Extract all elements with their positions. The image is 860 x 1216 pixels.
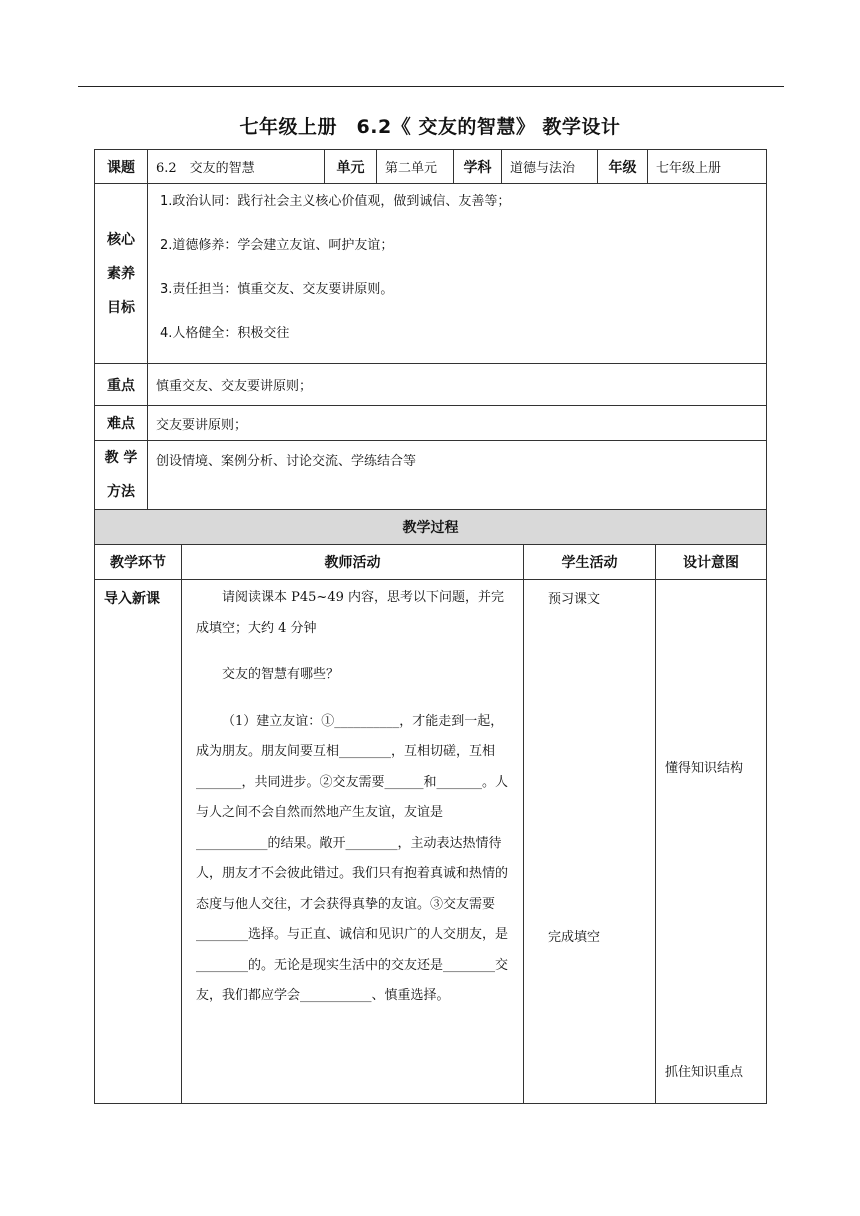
header-stage: 教学环节 [95, 545, 182, 580]
objectives-list [148, 184, 767, 364]
teacher-paragraph: 请阅读课本 P45~49 内容，思考以下问题，并完成填空；大约 4 分钟 [196, 590, 504, 636]
method-row [95, 441, 767, 510]
objectives-label [95, 184, 148, 364]
method-value: 创设情境、案例分析、讨论交流、学练结合等 [148, 441, 767, 510]
info-row [95, 150, 767, 184]
teacher-paragraph: 交友的智慧有哪些？ [222, 667, 340, 682]
objective-item: 1.政治认同：践行社会主义核心价值观，做到诚信、友善等； [160, 194, 511, 209]
header-teacher: 教师活动 [182, 545, 524, 580]
student-activity-item: 完成填空 [548, 930, 601, 945]
design-intent-item: 抓住知识重点 [665, 1065, 744, 1080]
student-activity-item: 预习课文 [548, 592, 601, 607]
objectives-label-line: 素养 [107, 265, 135, 282]
design-intent-cell [656, 580, 767, 1104]
objectives-label-line: 目标 [107, 299, 135, 316]
objectives-row [95, 184, 767, 364]
method-label-line: 方法 [107, 484, 135, 500]
topic-value: 6.2 交友的智慧 [148, 150, 325, 184]
key-point-label: 重点 [95, 364, 148, 406]
grade-label: 年级 [598, 150, 648, 184]
difficulty-row [95, 406, 767, 441]
lesson-info-table [94, 149, 767, 510]
method-label-line: 教 学 [104, 450, 138, 466]
design-intent-item: 懂得知识结构 [665, 761, 744, 776]
objective-item: 3.责任担当：慎重交友、交友要讲原则。 [160, 282, 394, 297]
topic-label: 课题 [95, 150, 148, 184]
grade-value: 七年级上册 [648, 150, 767, 184]
stage-cell [95, 580, 182, 1104]
teacher-paragraph: （1）建立友谊：①__________，才能走到一起，成为朋友。朋友间要互相________，互相切磋，互相_______，共同进步。②交友需要______和_______。人与人之间不会自然而然地产生友谊，友谊是___________的结果。敞开________，主动表达热情待人，朋友才不会彼此错过。我们只有抱着真诚和热情的态度与他人交往，才会获得真挚的友谊。③交友需要________选择。与正直、诚信和见识广的人交朋友，是________的。无论是现实生活中的交友还是________交友，我们都应学会___________、慎重选择。 [196, 713, 509, 1003]
header-student: 学生活动 [524, 545, 656, 580]
header-intent: 设计意图 [656, 545, 767, 580]
objective-item: 4.人格健全：积极交往 [160, 326, 290, 341]
objectives-label-line: 核心 [107, 231, 135, 248]
difficulty-label: 难点 [95, 406, 148, 441]
unit-label: 单元 [325, 150, 377, 184]
stage-label: 导入新课 [104, 591, 160, 607]
process-row [95, 580, 767, 1104]
key-point-value: 慎重交友、交友要讲原则； [148, 364, 767, 406]
header-rule [78, 86, 784, 87]
student-activity-cell [524, 580, 656, 1104]
unit-value: 第二单元 [377, 150, 454, 184]
objective-item: 2.道德修养：学会建立友谊、呵护友谊； [160, 238, 394, 253]
method-label [95, 441, 148, 510]
subject-value: 道德与法治 [502, 150, 598, 184]
teaching-process-table [94, 509, 767, 1104]
page-title: 七年级上册 6.2《 交友的智慧》 教学设计 [239, 116, 621, 138]
process-section-title: 教学过程 [95, 510, 767, 545]
process-header-row [95, 545, 767, 580]
subject-label: 学科 [454, 150, 502, 184]
teacher-activity [182, 580, 523, 1012]
teacher-activity-cell [182, 580, 524, 1104]
key-point-row [95, 364, 767, 406]
difficulty-value: 交友要讲原则； [148, 406, 767, 441]
